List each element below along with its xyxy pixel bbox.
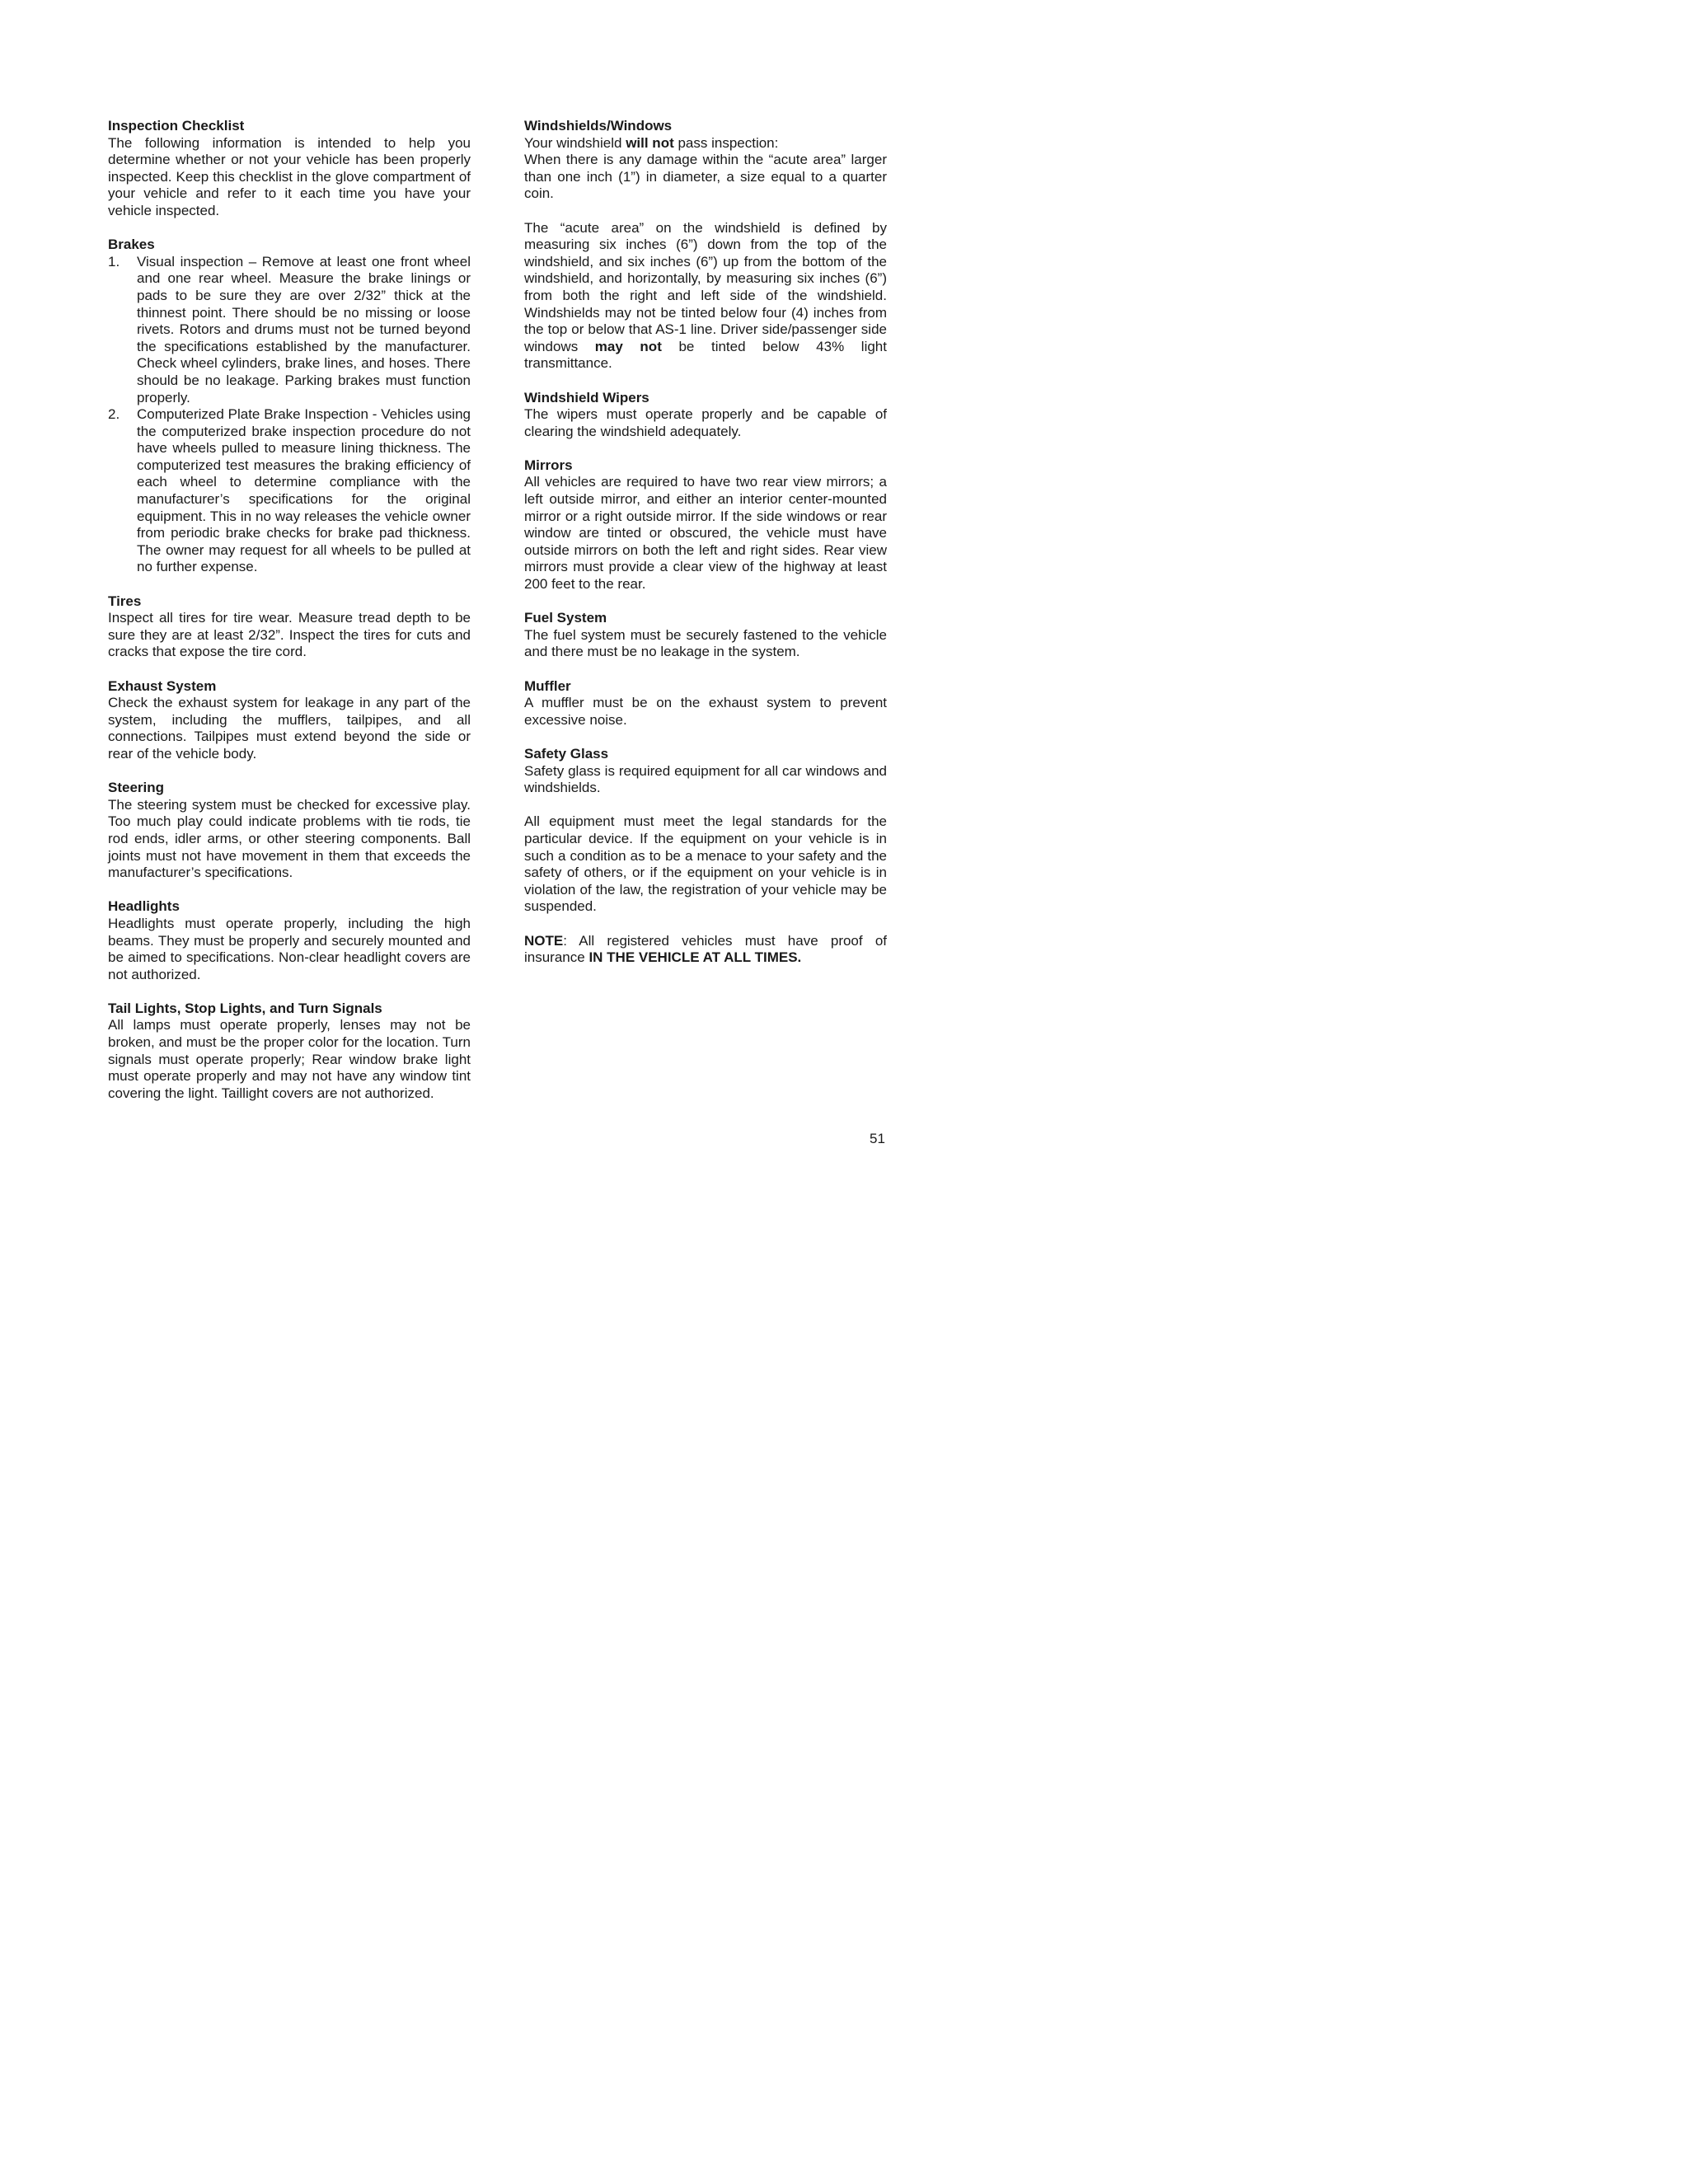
section-exhaust-system [108, 678, 471, 763]
brakes-item-2-number: 2. [108, 406, 120, 423]
section-steering [108, 780, 471, 882]
tail-lights-text: All lamps must operate properly, lenses may not be broken, and must be the proper color for the location. Turn signals must operate properly; Rear window brake light must operate properly and may not have any window tint covering the light. Taillight covers are not authorized. [108, 1017, 471, 1101]
heading-brakes: Brakes [108, 237, 155, 253]
note-text-start: : All registered vehicles must have proof of insurance [524, 932, 887, 966]
windshields-intro-emphasis: will not [626, 134, 674, 151]
heading-steering: Steering [108, 780, 165, 796]
steering-text: The steering system must be checked for excessive play. Too much play could indicate problems with tie rods, tie rod ends, idler arms, or other steering components. Ball joints must not have movement in them that exceeds the manufacturer’s specifications. [108, 796, 471, 881]
headlights-text: Headlights must operate properly, including the high beams. They must be properly and securely mounted and be aimed to specifications. Non-clear headlight covers are not authorized. [108, 915, 471, 982]
windshields-acute-area-text [524, 220, 887, 373]
heading-fuel-system: Fuel System [524, 610, 607, 626]
inspection-checklist-text: The following information is intended to help you determine whether or not your vehicle has been properly inspected. Keep this checklist in the glove compartment of your vehicle and refer to it each time you have your vehicle inspected. [108, 134, 471, 218]
heading-windshields-windows: Windshields/Windows [524, 118, 673, 134]
brakes-item-2 [108, 406, 471, 576]
section-safety-glass [524, 746, 887, 916]
brakes-item-2-text: Computerized Plate Brake Inspection - Vehicles using the computerized brake inspection procedure do not have wheels pulled to measure lining thickness. The computerized test measures the braking efficiency of each wheel to determine compliance with the manufacturer’s specifications for the original equipment. This in no way releases the vehicle owner from periodic brake checks for brake pad thickness. The owner may request for all wheels to be pulled at no further expense. [137, 406, 471, 575]
section-muffler [524, 678, 887, 729]
heading-safety-glass: Safety Glass [524, 745, 609, 762]
note-emphasis: IN THE VEHICLE AT ALL TIMES. [588, 949, 802, 966]
brakes-item-1 [108, 254, 471, 406]
note-text [524, 933, 887, 967]
legal-standards-text: All equipment must meet the legal standards for the particular device. If the equipment on your vehicle is in such a condition as to be a menace to your safety and the safety of others, or if the equipment on your vehicle is in violation of the law, the registration of your vehicle may be suspended. [524, 813, 887, 915]
windshields-intro-end: pass inspection: [673, 134, 779, 151]
section-windshield-wipers [524, 390, 887, 441]
acute-area-emphasis: may not [594, 338, 662, 354]
section-tail-lights [108, 1001, 471, 1103]
safety-glass-text: Safety glass is required equipment for all car windows and windshields. [524, 762, 887, 796]
note-label: NOTE [524, 932, 564, 949]
section-windshields-windows [524, 118, 887, 373]
windshields-intro-start: Your windshield [524, 134, 626, 151]
brakes-list [108, 254, 471, 576]
mirrors-text: All vehicles are required to have two rear view mirrors; a left outside mirror, and either an interior center-mounted mirror or a right outside mirror. If the side windows or rear window are tinted or obscured, the vehicle must have outside mirrors on both the left and right sides. Rear view mirrors must provide a clear view of the highway at least 200 feet to the rear. [524, 474, 887, 593]
brakes-item-1-number: 1. [108, 253, 120, 269]
heading-mirrors: Mirrors [524, 457, 573, 473]
section-fuel-system [524, 610, 887, 661]
section-tires [108, 593, 471, 661]
heading-exhaust-system: Exhaust System [108, 677, 217, 694]
section-note [524, 933, 887, 967]
heading-inspection-checklist: Inspection Checklist [108, 118, 245, 134]
windshield-wipers-text: The wipers must operate properly and be capable of clearing the windshield adequately. [524, 406, 887, 439]
section-headlights [108, 898, 471, 983]
fuel-system-text: The fuel system must be securely fastened to the vehicle and there must be no leakage in the system. [524, 626, 887, 660]
heading-tires: Tires [108, 593, 142, 609]
heading-tail-lights: Tail Lights, Stop Lights, and Turn Signals [108, 1000, 382, 1016]
muffler-text: A muffler must be on the exhaust system to prevent excessive noise. [524, 695, 887, 728]
page-number: 51 [870, 1131, 885, 1146]
heading-headlights: Headlights [108, 898, 180, 915]
acute-area-text-start: The “acute area” on the windshield is defined by measuring six inches (6”) down from the top of the windshield, and six inches (6”) up from the bottom of the windshield, and horizontally, by measuring six inches (6”) from both the right and left side of the windshield. Windshields may not be tinted below four (4) inches from the top or below that AS-1 line. Driver side/passenger side windows [524, 219, 887, 354]
section-brakes [108, 237, 471, 576]
acute-area-text-end: be tinted below 43% light transmittance. [524, 338, 887, 372]
left-column [108, 118, 471, 1119]
windshields-intro [524, 135, 887, 152]
section-inspection-checklist [108, 118, 471, 220]
exhaust-system-text: Check the exhaust system for leakage in any part of the system, including the mufflers, tailpipes, and all connections. Tailpipes must extend beyond the side or rear of the vehicle body. [108, 695, 471, 762]
right-column [524, 118, 887, 983]
heading-windshield-wipers: Windshield Wipers [524, 389, 649, 405]
heading-muffler: Muffler [524, 677, 571, 694]
windshields-damage-text: When there is any damage within the “acute area” larger than one inch (1”) in diameter, a size equal to a quarter coin. [524, 152, 887, 202]
tires-text: Inspect all tires for tire wear. Measure tread depth to be sure they are at least 2/32”. Inspect the tires for cuts and cracks that expose the tire cord. [108, 610, 471, 660]
brakes-item-1-text: Visual inspection – Remove at least one front wheel and one rear wheel. Measure the brake linings or pads to be sure they are over 2/32” thick at the thinnest point. There should be no missing or loose rivets. Rotors and drums must not be turned beyond the specifications established by the manufacturer. Check wheel cylinders, brake lines, and hoses. There should be no leakage. Parking brakes must function properly. [137, 253, 471, 405]
section-mirrors [524, 457, 887, 593]
